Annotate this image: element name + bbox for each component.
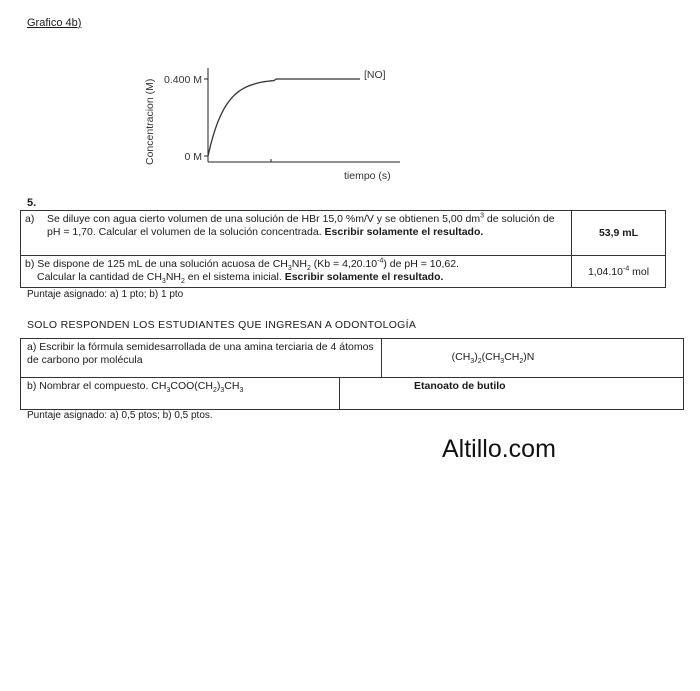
y-tick-label-0: 0 M (184, 151, 202, 163)
odonto-a-row (21, 339, 684, 378)
y-tick-label-0400: 0.400 M (164, 74, 202, 86)
y-axis-label: Concentracion (M) (144, 78, 156, 165)
series-label-no: [NO] (364, 69, 386, 81)
question5a-cell (21, 211, 572, 256)
graph-title: Grafico 4b) (27, 17, 82, 29)
series-line-no (208, 79, 360, 156)
x-axis-label: tiempo (s) (344, 170, 391, 182)
site-watermark: Altillo.com (442, 435, 556, 463)
odonto-b-question: b) Nombrar el compuesto. $CH_3COO(CH_2)_3CH_3$ (21, 378, 340, 410)
question5a-answer: 53,9 mL (572, 211, 666, 256)
odontology-table (20, 338, 684, 410)
question5b-row (21, 256, 666, 288)
question5b-answer: $1,04.10^{-4}$ mol (572, 256, 666, 288)
question5b-text-line2: Calcular la cantidad de $CH_3NH_2$ en el sistema inicial. Escribir solamente el resultado. (37, 271, 444, 286)
concentration-chart (140, 62, 410, 187)
question5a-row (21, 211, 666, 256)
question5b-cell (21, 256, 572, 288)
odonto-a-question: a) Escribir la fórmula semidesarrollada de una amina terciaria de 4 átomos de carbono por molécula (21, 339, 382, 378)
odonto-a-answer: $(CH_3)_2(CH_3CH_2)N$ (381, 339, 683, 378)
question5b-text: b) Se dispone de 125 mL de una solución acuosa de $CH_3NH_2$ $(Kb = 4,20.10^{-4})$ de pH = 10,62. (25, 257, 459, 273)
score-note-odonto: Puntaje asignado: a) 0,5 ptos; b) 0,5 ptos. (27, 410, 213, 421)
question5a-text: Se diluye con agua cierto volumen de una solución de HBr 15,0 %m/V y se obtienen 5,00 $dm^3$ de solución de pH = 1,70. Calcular el volumen de la solución concentrada. Escribir solamente el resultado. (47, 212, 555, 238)
score-note-5: Puntaje asignado: a) 1 pto; b) 1 pto (27, 289, 184, 300)
question5a-label: a) (25, 213, 35, 225)
odonto-b-row (21, 378, 684, 410)
question-number: 5. (27, 197, 37, 209)
odonto-b-answer: Etanoato de butilo (340, 378, 684, 410)
odontology-heading: SOLO RESPONDEN LOS ESTUDIANTES QUE INGRESAN A ODONTOLOGÍA (27, 319, 417, 331)
question5-table (20, 210, 666, 288)
